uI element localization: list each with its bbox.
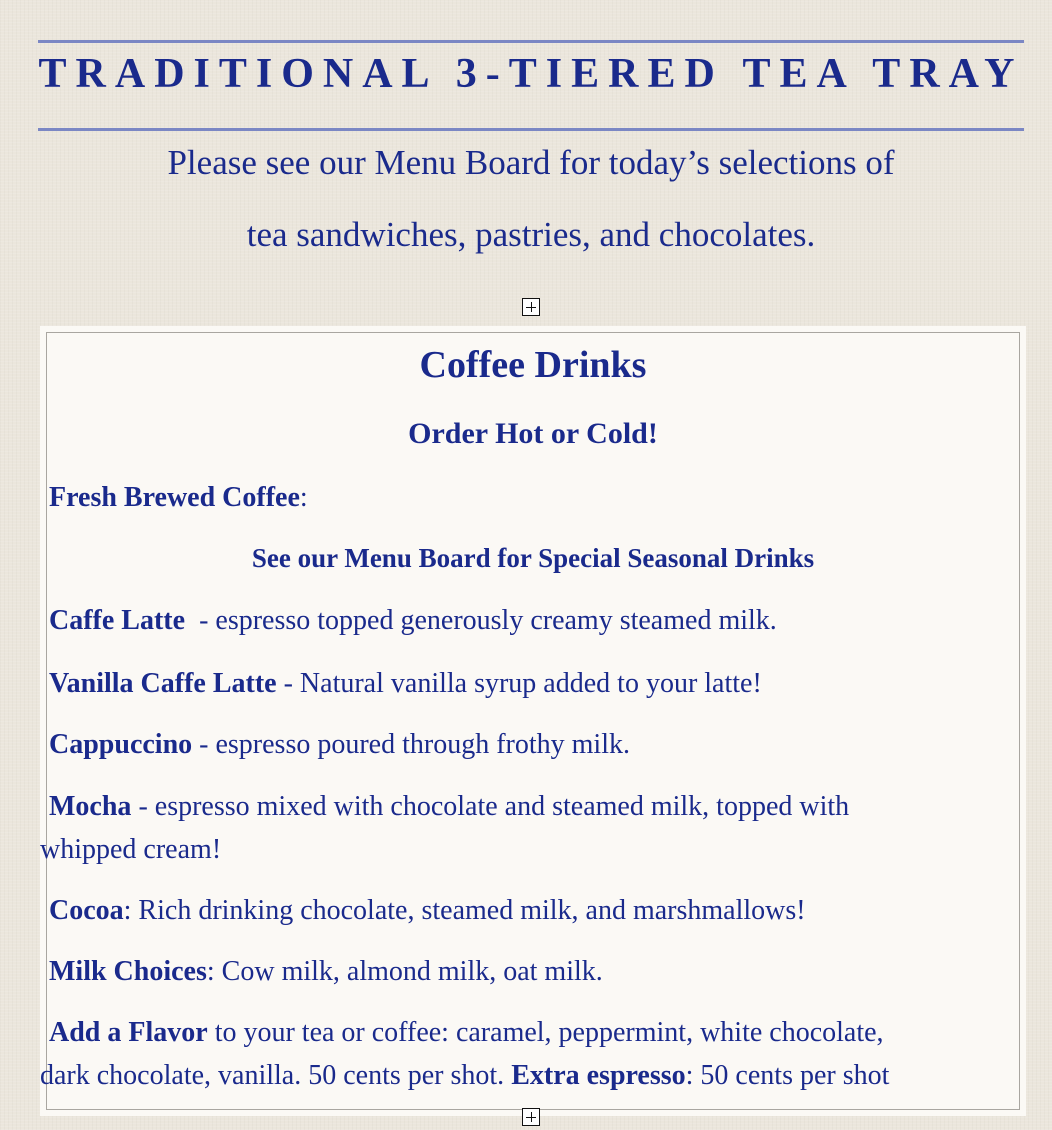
item-name: Milk Choices — [49, 956, 207, 987]
plus-box-icon[interactable] — [522, 298, 540, 316]
extra-espresso-price: : 50 cents per shot — [685, 1060, 890, 1091]
menu-item-vanilla-latte — [40, 665, 990, 703]
item-name: Cocoa — [49, 895, 124, 926]
header-bottom-rule — [38, 128, 1024, 131]
menu-item-fresh-brewed — [40, 479, 990, 517]
menu-item-add-flavor — [40, 1014, 990, 1052]
item-name: Mocha — [49, 791, 132, 822]
item-name: Add a Flavor — [49, 1017, 208, 1048]
item-name: Vanilla Caffe Latte — [49, 668, 277, 699]
item-description: : Rich drinking chocolate, steamed milk, and marshmallows! — [123, 895, 806, 926]
item-description: - espresso topped generously creamy steamed milk. — [185, 605, 777, 636]
item-name: Cappuccino — [49, 729, 193, 760]
menu-item-cappuccino — [40, 726, 990, 764]
tea-tray-title: TRADITIONAL 3-TIERED TEA TRAY — [38, 51, 1024, 97]
coffee-drinks-panel — [40, 326, 1026, 1116]
item-description-continued: whipped cream! — [40, 834, 222, 865]
menu-item-cocoa — [40, 892, 990, 930]
menu-item-caffe-latte — [40, 602, 990, 640]
item-description: - espresso poured through frothy milk. — [192, 729, 630, 760]
tea-tray-subtitle-line1: Please see our Menu Board for today’s selections of — [167, 143, 895, 182]
item-separator: : — [299, 482, 308, 513]
plus-box-icon[interactable] — [522, 1108, 540, 1126]
menu-item-mocha-continued — [40, 831, 990, 869]
order-hot-or-cold-subtitle: Order Hot or Cold! — [408, 417, 658, 450]
item-description: - Natural vanilla syrup added to your latte! — [276, 668, 762, 699]
item-name: Fresh Brewed Coffee — [49, 482, 300, 513]
item-description-continued: dark chocolate, vanilla. 50 cents per shot. — [40, 1060, 512, 1091]
tea-tray-subtitle-line2: tea sandwiches, pastries, and chocolates. — [246, 215, 816, 254]
menu-item-mocha — [40, 788, 990, 826]
menu-item-milk-choices — [40, 953, 990, 991]
item-description: - espresso mixed with chocolate and steamed milk, topped with — [131, 791, 850, 822]
coffee-drinks-title: Coffee Drinks — [419, 344, 647, 386]
item-name: Caffe Latte — [49, 605, 186, 636]
item-description: : Cow milk, almond milk, oat milk. — [206, 956, 603, 987]
seasonal-drinks-note: See our Menu Board for Special Seasonal Drinks — [251, 543, 815, 573]
item-description: to your tea or coffee: caramel, peppermint, white chocolate, — [207, 1017, 884, 1048]
extra-espresso-name: Extra espresso — [511, 1060, 686, 1091]
header-top-rule — [38, 40, 1024, 43]
menu-item-add-flavor-continued — [40, 1057, 990, 1095]
